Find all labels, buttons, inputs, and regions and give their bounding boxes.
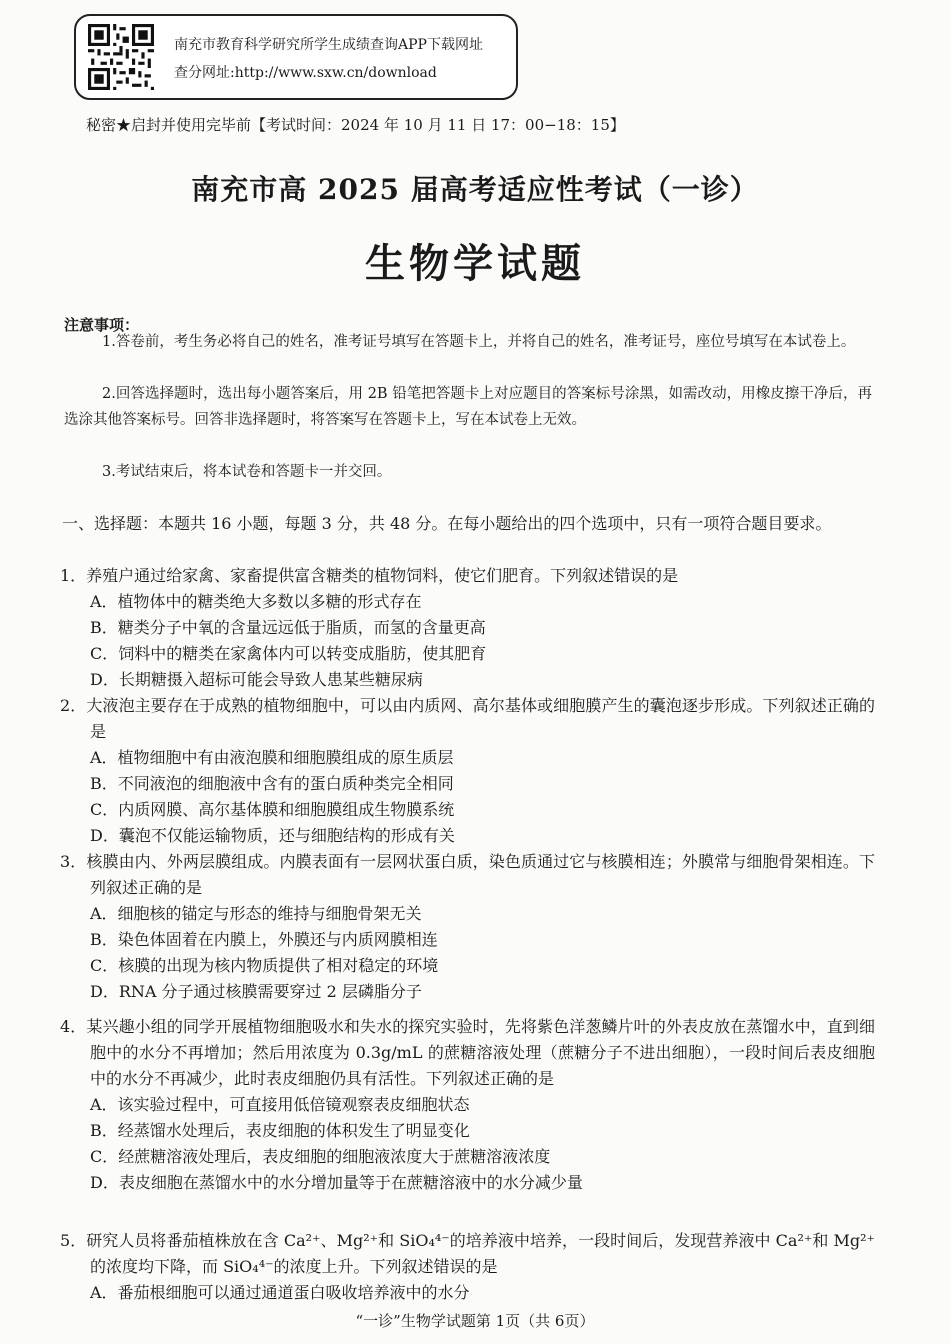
question-1 [60, 563, 875, 693]
section-heading: 一、选择题：本题共 16 小题，每题 3 分，共 48 分。在每小题给出的四个选项中，只有一项符合题目要求。 [62, 514, 832, 533]
subject-title: 生物学试题 [365, 240, 585, 287]
option-d: D．长期糖摄入超标可能会导致人患某些糖尿病 [90, 670, 423, 689]
question-stem: 1．养殖户通过给家禽、家畜提供富含糖类的植物饲料，使它们肥育。下列叙述错误的是 [60, 566, 679, 585]
question-stem: 3．核膜由内、外两层膜组成。内膜表面有一层网状蛋白质，染色质通过它与核膜相连；外膜常与细胞骨架相连。下列叙述正确的是 [60, 852, 875, 897]
download-url[interactable]: 查分网址:http://www.sxw.cn/download [174, 65, 437, 81]
question-stem: 2．大液泡主要存在于成熟的植物细胞中，可以由内质网、高尔基体或细胞膜产生的囊泡逐步形成。下列叙述正确的是 [60, 696, 875, 741]
question-stem: 4．某兴趣小组的同学开展植物细胞吸水和失水的探究实验时，先将紫色洋葱鳞片叶的外表皮放在蒸馏水中，直到细胞中的水分不再增加；然后用浓度为 0.3g/mL 的蔗糖溶液处理（蔗糖分子不进出细胞），一段时间后表皮细胞中的水分不再减少，此时表皮细胞仍具有活性。下列叙述正确的是 [60, 1017, 875, 1088]
option-b: B．染色体固着在内膜上，外膜还与内质网膜相连 [90, 930, 438, 949]
note-item: 3.考试结束后，将本试卷和答题卡一并交回。 [102, 464, 392, 480]
note-item: 1.答卷前，考生务必将自己的姓名，准考证号填写在答题卡上，并将自己的姓名，准考证号，座位号填写在本试卷上。 [102, 334, 856, 350]
option-a: A．植物体中的糖类绝大多数以多糖的形式存在 [90, 592, 422, 611]
option-c: C．经蔗糖溶液处理后，表皮细胞的细胞液浓度大于蔗糖溶液浓度 [90, 1147, 551, 1166]
download-info-box [74, 14, 518, 100]
option-d: D．囊泡不仅能运输物质，还与细胞结构的形成有关 [90, 826, 455, 845]
question-4 [60, 1014, 875, 1196]
option-b: B．不同液泡的细胞液中含有的蛋白质种类完全相同 [90, 774, 454, 793]
qr-code-icon [88, 24, 154, 90]
question-3 [60, 849, 875, 1005]
question-stem: 5．研究人员将番茄植株放在含 Ca²⁺、Mg²⁺和 SiO₄⁴⁻的培养液中培养，一段时间后，发现营养液中 Ca²⁺和 Mg²⁺的浓度均下降，而 SiO₄⁴⁻的浓度上升。下列叙述错误的是 [60, 1231, 875, 1276]
exam-time-line: 秘密★启封并使用完毕前【考试时间：2024 年 10 月 11 日 17：00−18：15】 [86, 116, 625, 134]
option-a: A．植物细胞中有由液泡膜和细胞膜组成的原生质层 [90, 748, 454, 767]
option-d: D．表皮细胞在蒸馏水中的水分增加量等于在蔗糖溶液中的水分减少量 [90, 1173, 583, 1192]
notes-heading: 注意事项： [64, 316, 140, 334]
page-footer: “一诊”生物学试题第 1页（共 6页） [355, 1312, 595, 1330]
option-c: C．饲料中的糖类在家禽体内可以转变成脂肪，使其肥育 [90, 644, 487, 663]
option-a: A．该实验过程中，可直接用低倍镜观察表皮细胞状态 [90, 1095, 470, 1114]
option-c: C．核膜的出现为核内物质提供了相对稳定的环境 [90, 956, 439, 975]
question-5 [60, 1228, 875, 1306]
exam-title: 南充市高 2025 届高考适应性考试（一诊） [191, 173, 759, 206]
option-b: B．糖类分子中氧的含量远远低于脂质，而氢的含量更高 [90, 618, 486, 637]
option-c: C．内质网膜、高尔基体膜和细胞膜组成生物膜系统 [90, 800, 455, 819]
note-item: 2.回答选择题时，选出每小题答案后，用 2B 铅笔把答题卡上对应题目的答案标号涂黑，如需改动，用橡皮擦干净后，再选涂其他答案标号。回答非选择题时，将答案写在答题卡上，写在本试卷上无效。 [64, 386, 872, 428]
option-a: A．细胞核的锚定与形态的维持与细胞骨架无关 [90, 904, 422, 923]
question-2 [60, 693, 875, 849]
option-a: A．番茄根细胞可以通过通道蛋白吸收培养液中的水分 [90, 1283, 470, 1302]
option-d: D．RNA 分子通过核膜需要穿过 2 层磷脂分子 [90, 982, 422, 1001]
app-download-label: 南充市教育科学研究所学生成绩查询APP下载网址 [174, 37, 483, 53]
option-b: B．经蒸馏水处理后，表皮细胞的体积发生了明显变化 [90, 1121, 470, 1140]
